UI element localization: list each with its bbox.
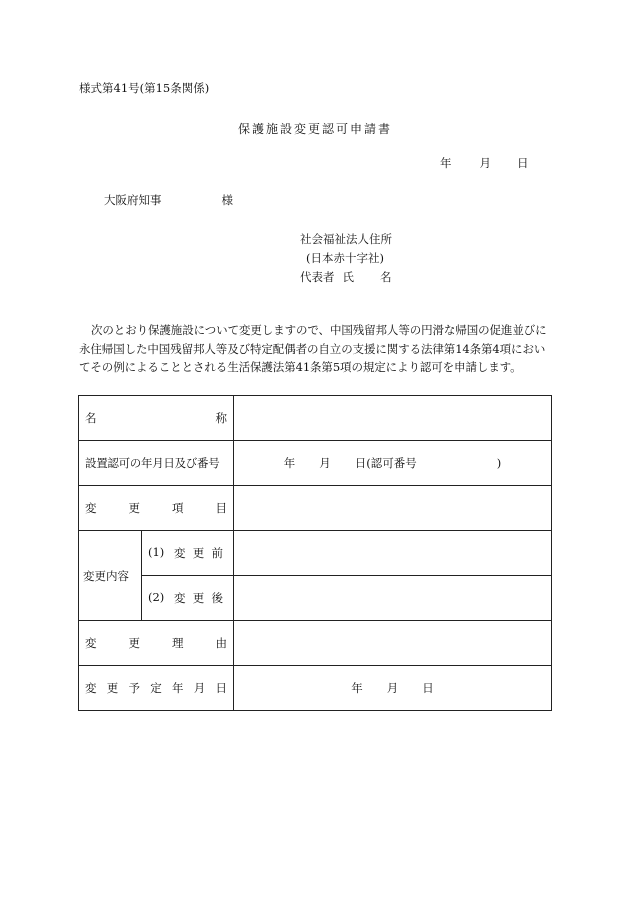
row-change-before [79,531,552,576]
row-facility-name [79,396,552,441]
applicant-address: 社会福祉法人住所 [300,232,392,246]
applicant-representative [300,268,392,287]
change-reason-field[interactable] [234,621,552,666]
row-change-after [79,576,552,621]
form-number: 様式第41号(第15条関係) [79,81,210,95]
change-content-label: 変更内容 [79,531,142,621]
planned-date-field[interactable]: 年 月 日 [234,666,552,711]
approval-label: 設置認可の年月日及び番号 [79,441,234,486]
approval-field[interactable]: 年 月 日(認可番号 ) [234,441,552,486]
representative-family-name: 氏 [342,270,354,284]
change-items-label: 変 更 項 目 [79,486,234,531]
change-before-label: (1) 変 更 前 [142,531,234,576]
representative-given-name: 名 [380,270,392,284]
document-title: 保護施設変更認可申請書 [237,122,392,136]
applicant-organization: (日本赤十字社) [306,251,384,265]
facility-name-label: 名 称 [79,396,234,441]
submission-date [440,155,529,171]
date-day-label: 日 [517,156,529,170]
planned-date-label: 変 更 予 定 年 月 日 [79,666,234,711]
row-approval [79,441,552,486]
addressee [104,192,233,208]
addressee-honorific: 様 [221,193,233,207]
change-reason-label: 変 更 理 由 [79,621,234,666]
row-change-items [79,486,552,531]
addressee-name: 大阪府知事 [104,193,162,207]
date-month-label: 月 [479,156,491,170]
row-change-reason [79,621,552,666]
change-items-field[interactable] [234,486,552,531]
application-form-table [78,395,552,711]
application-body-text: 次のとおり保護施設について変更しますので、中国残留邦人等の円滑な帰国の促進並びに永住帰国した中国残留邦人等及び特定配偶者の自立の支援に関する法律第14条第4項においてその例によることとされる生活保護法第41条第5項の規定により認可を申請します。 [79,323,547,374]
change-after-label: (2) 変 更 後 [142,576,234,621]
representative-label: 代表者 [300,270,335,284]
change-before-field[interactable] [234,531,552,576]
change-after-field[interactable] [234,576,552,621]
facility-name-field[interactable] [234,396,552,441]
applicant-block [300,230,392,287]
date-year-label: 年 [440,156,452,170]
row-planned-date [79,666,552,711]
